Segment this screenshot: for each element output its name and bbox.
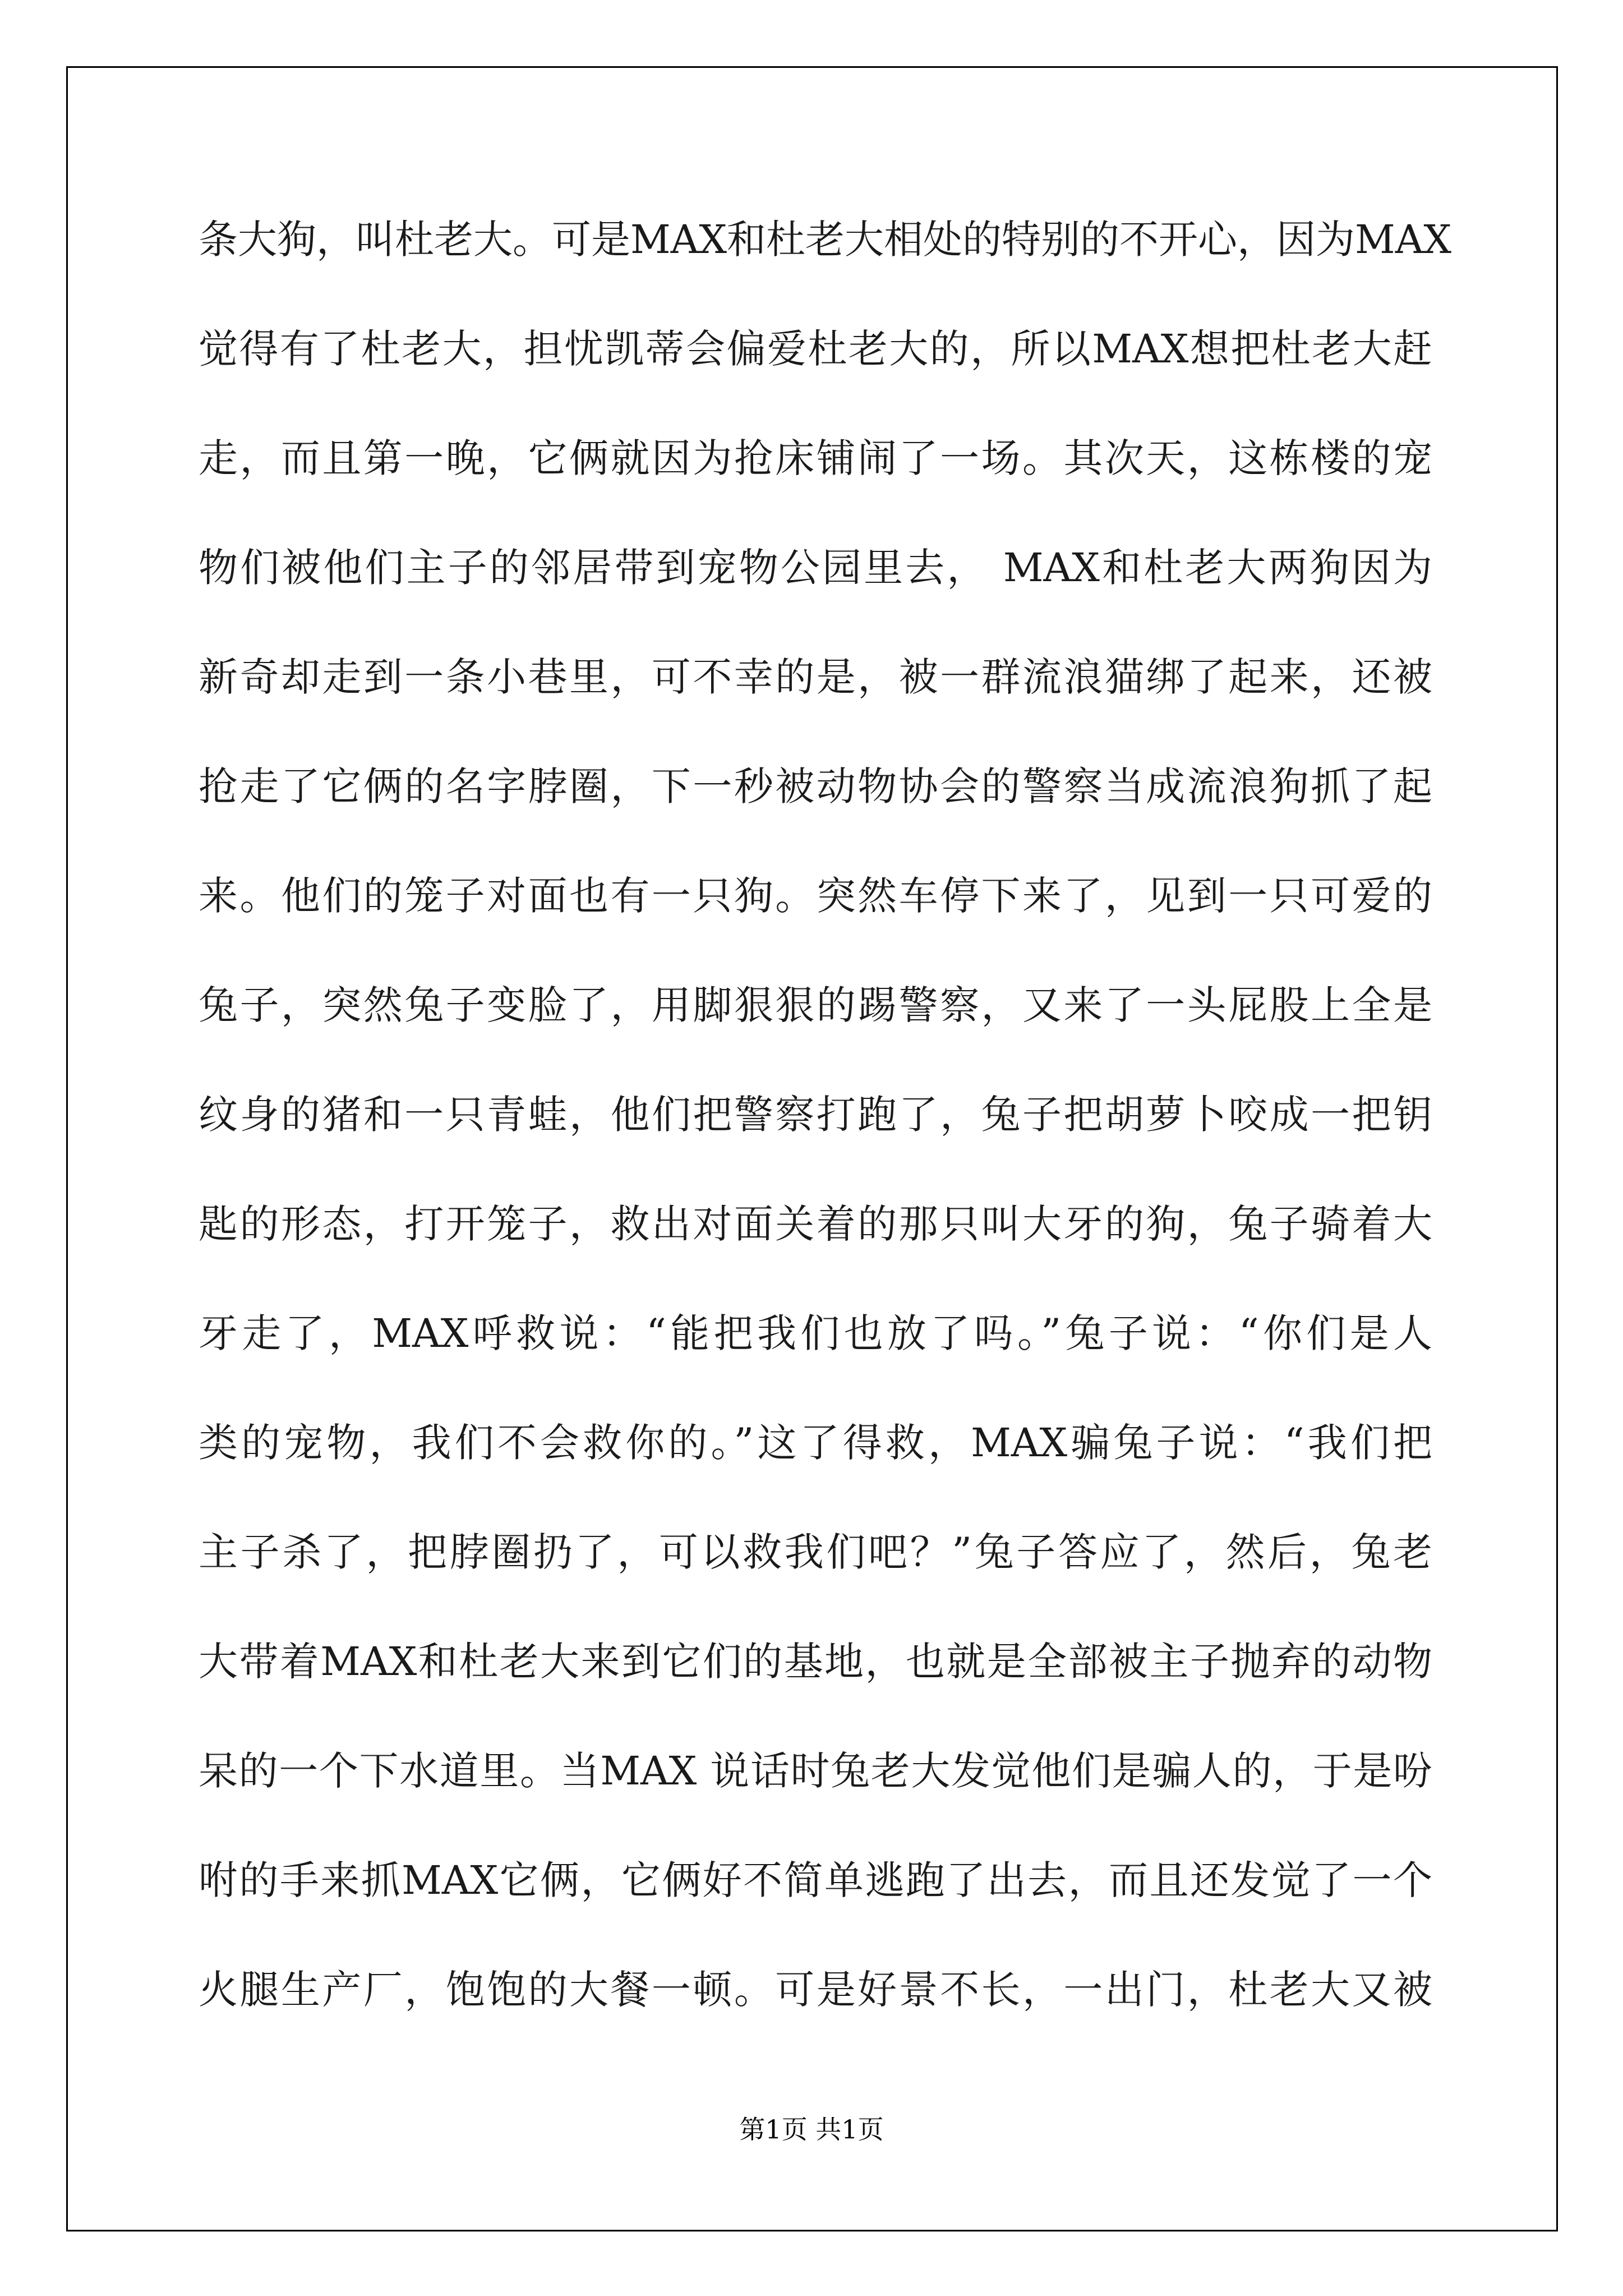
- text-line: 类的宠物，我们不会救你的。”这了得救，MAX骗兔子说：“我们把: [199, 1420, 1432, 1466]
- text-line: 来。他们的笼子对面也有一只狗。突然车停下来了，见到一只可爱的: [199, 873, 1432, 919]
- text-line: 物们被他们主子的邻居带到宠物公园里去， MAX和杜老大两狗因为: [199, 545, 1432, 591]
- page-number-footer: 第1页 共1页: [739, 2114, 884, 2145]
- text-line: 条大狗，叫杜老大。可是MAX和杜老大相处的特别的不开心，因为MAX: [199, 217, 1452, 263]
- document-body: [199, 213, 1452, 2073]
- text-line: 牙走了，MAX呼救说：“能把我们也放了吗。”兔子说：“你们是人: [199, 1310, 1432, 1356]
- text-line: 觉得有了杜老大，担忧凯蒂会偏爱杜老大的，所以MAX想把杜老大赶: [199, 326, 1432, 372]
- text-line: 纹身的猪和一只青蛙，他们把警察打跑了，兔子把胡萝卜咬成一把钥: [199, 1092, 1432, 1138]
- text-line: 走，而且第一晚，它俩就因为抢床铺闹了一场。其次天，这栋楼的宠: [199, 435, 1432, 481]
- text-line: 主子杀了，把脖圈扔了，可以救我们吧？”兔子答应了，然后，兔老: [199, 1529, 1432, 1575]
- text-line: 新奇却走到一条小巷里，可不幸的是，被一群流浪猫绑了起来，还被: [199, 654, 1432, 700]
- text-line: 火腿生产厂，饱饱的大餐一顿。可是好景不长，一出门，杜老大又被: [199, 1967, 1432, 2013]
- text-line: 匙的形态，打开笼子，救出对面关着的那只叫大牙的狗，兔子骑着大: [199, 1201, 1432, 1247]
- text-line: 咐的手来抓MAX它俩，它俩好不简单逃跑了出去，而且还发觉了一个: [199, 1857, 1432, 1903]
- text-line: 抢走了它俩的名字脖圈，下一秒被动物协会的警察当成流浪狗抓了起: [199, 763, 1432, 809]
- text-line: 兔子，突然兔子变脸了，用脚狠狠的踢警察，又来了一头屁股上全是: [199, 982, 1432, 1028]
- text-line: 大带着MAX和杜老大来到它们的基地，也就是全部被主子抛弃的动物: [199, 1639, 1432, 1685]
- text-line: 呆的一个下水道里。当MAX 说话时兔老大发觉他们是骗人的，于是吩: [199, 1748, 1432, 1794]
